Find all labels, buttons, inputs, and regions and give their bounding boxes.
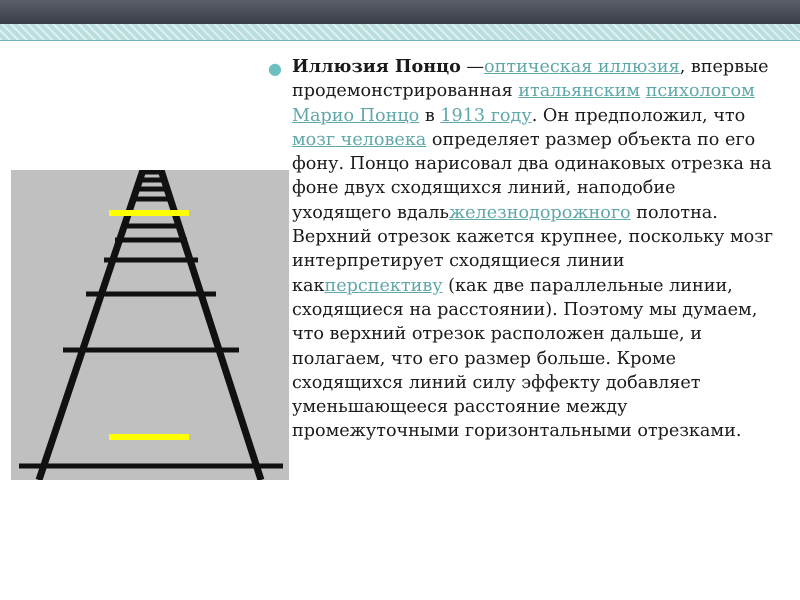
text-5: полотна. Верхний отрезок кажется крупнее, поскольку мозг интерпретирует сходящиеся линии как (292, 202, 774, 296)
link-human-brain[interactable]: мозг человека (292, 129, 427, 150)
slide-text (268, 55, 778, 444)
link-perspective[interactable]: перспективу (324, 275, 443, 296)
text-1: , впервые продемонстрированная (292, 57, 769, 102)
link-psychologist[interactable]: психологом (645, 81, 755, 102)
link-mario-ponzo[interactable]: Марио Понцо (292, 105, 420, 126)
bullet-icon: ● (268, 59, 282, 78)
link-italian[interactable]: итальянским (518, 81, 641, 102)
link-optical-illusion[interactable]: оптическая иллюзия (484, 57, 680, 77)
dash: — (460, 57, 485, 77)
text-3: . Он предположил, что (531, 105, 746, 126)
text-2: в (419, 105, 441, 126)
top-bar (0, 0, 800, 24)
paragraph (292, 55, 778, 444)
illusion-title: Иллюзия Понцо (292, 56, 461, 77)
link-railway[interactable]: железнодорожного (448, 202, 631, 223)
text-4: определяет размер объекта по его фону. Понцо нарисовал два одинаковых отрезка на фоне двух сходящихся линий, наподобие уходящего вдаль (292, 129, 772, 223)
link-1913[interactable]: 1913 году (440, 105, 532, 126)
text-6: (как две параллельные линии, сходящиеся на расстоянии). Поэтому мы думаем, что верхний отрезок расположен дальше, и полагаем, что его размер больше. Кроме сходящихся линий силу эффекту добавляет уменьшающееся расстояние между промежуточными горизонтальными отрезками. (292, 275, 758, 442)
ponzo-illusion-image (11, 170, 289, 480)
decorative-stripe (0, 24, 800, 41)
